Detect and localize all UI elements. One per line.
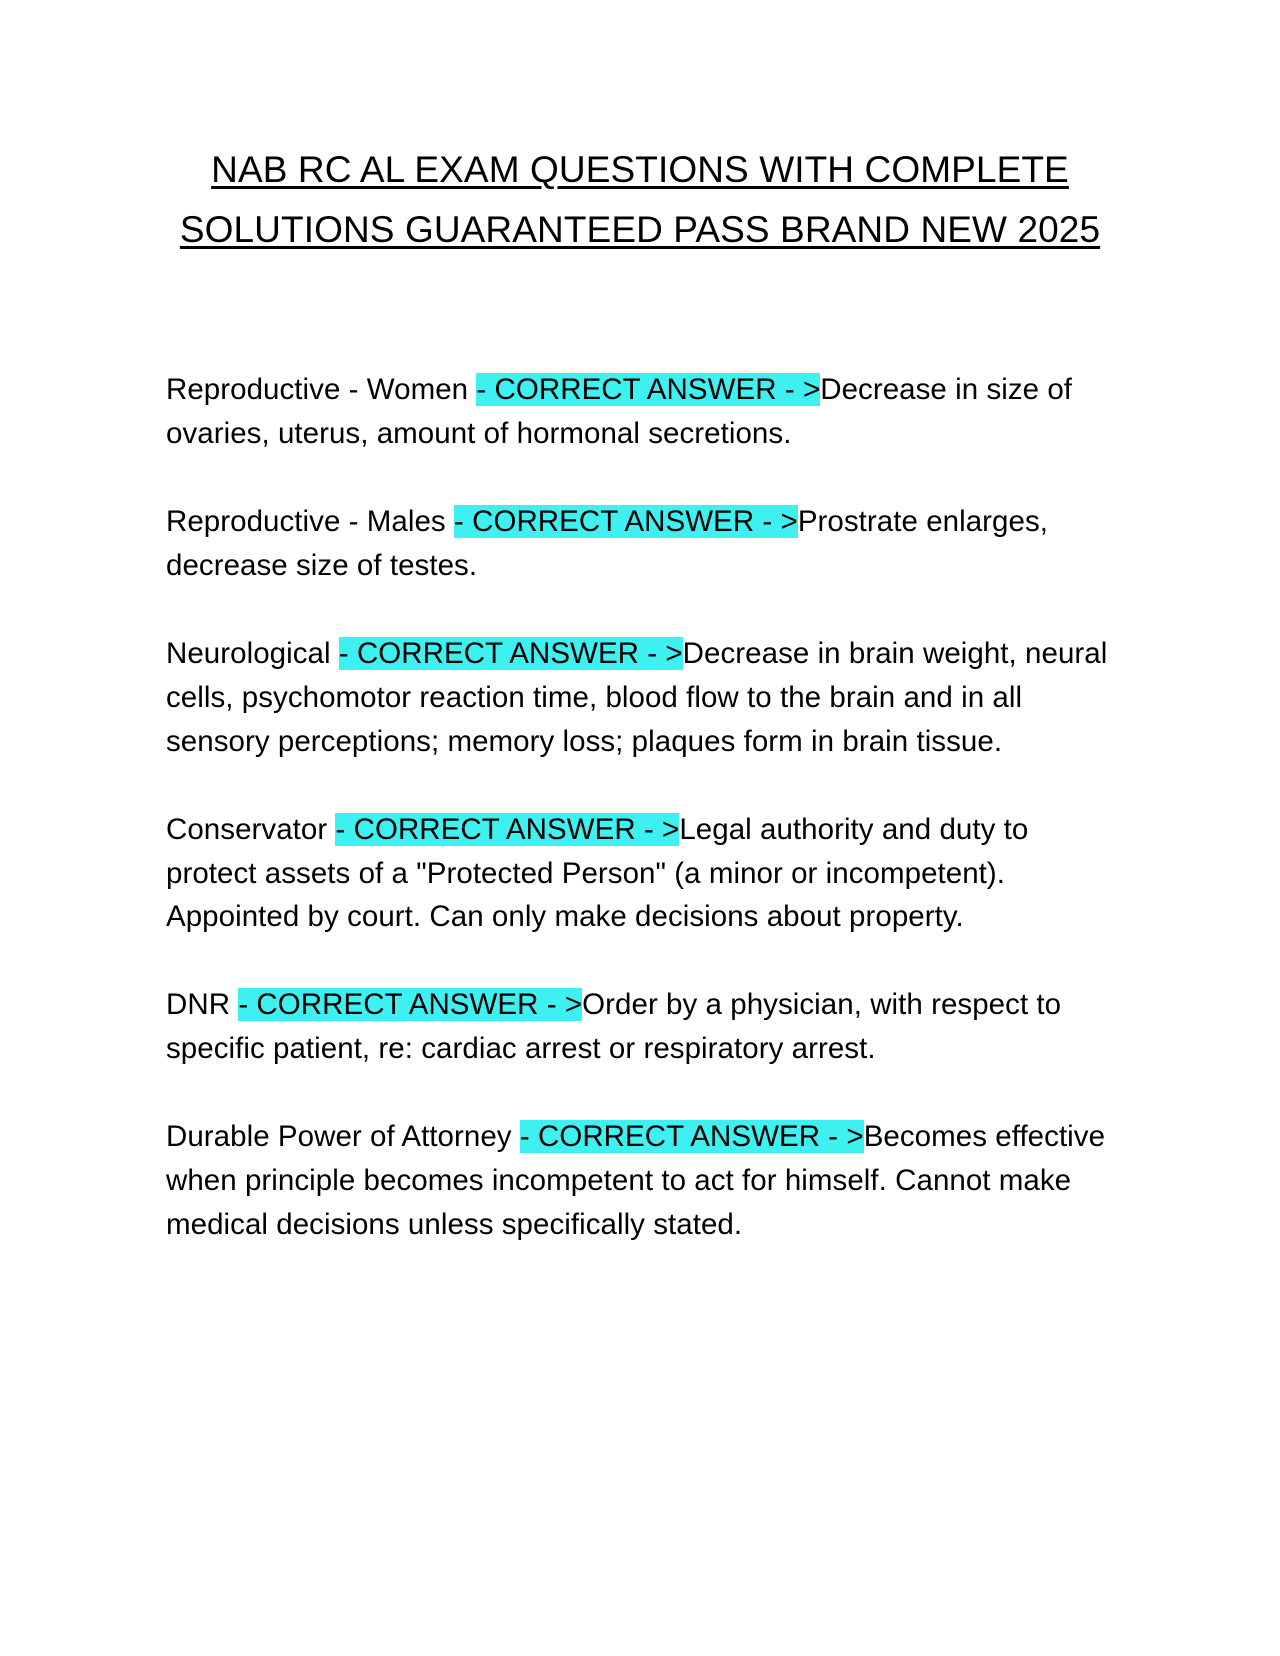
page-title — [0, 0, 1280, 260]
qa-term: Reproductive - Males — [166, 504, 454, 538]
qa-term: Reproductive - Women — [166, 372, 477, 406]
qa-item — [166, 368, 1114, 456]
qa-answer: Becomes effective when principle becomes incompetent to act for himself. Cannot make medical decisions unless specifically stated. — [166, 1120, 1106, 1242]
qa-answer: Decrease in brain weight, neural cells, psychomotor reaction time, blood flow to the brain and in all sensory perceptions; memory loss; plaques form in brain tissue. — [166, 636, 1108, 758]
qa-answer-marker: - CORRECT ANSWER - > — [476, 372, 821, 406]
qa-term: Neurological — [166, 636, 339, 670]
qa-answer: Order by a physician, with respect to specific patient, re: cardiac arrest or respiratory arrest. — [166, 988, 1062, 1066]
qa-list — [166, 260, 1114, 1247]
qa-term: Conservator — [166, 812, 336, 846]
qa-answer-marker: - CORRECT ANSWER - > — [519, 1120, 864, 1154]
qa-item — [166, 808, 1114, 940]
page-title-line-1: NAB RC AL EXAM QUESTIONS WITH COMPLETE — [211, 149, 1069, 190]
qa-answer-marker: - CORRECT ANSWER - > — [338, 636, 683, 670]
page-title-line-2: SOLUTIONS GUARANTEED PASS BRAND NEW 2025 — [179, 208, 1101, 250]
qa-answer-marker: - CORRECT ANSWER - > — [453, 504, 798, 538]
qa-answer: Legal authority and duty to protect assets of a "Protected Person" (a minor or incompetent). Appointed by court. Can only make decisions about property. — [166, 812, 1029, 934]
qa-item — [166, 632, 1114, 764]
qa-item — [166, 500, 1114, 588]
qa-item — [166, 1115, 1114, 1247]
qa-term: DNR — [166, 988, 239, 1022]
qa-answer: Prostrate enlarges, decrease size of testes. — [166, 504, 1049, 582]
qa-answer: Decrease in size of ovaries, uterus, amount of hormonal secretions. — [166, 372, 1073, 450]
qa-answer-marker: - CORRECT ANSWER - > — [238, 988, 583, 1022]
qa-term: Durable Power of Attorney — [166, 1120, 520, 1154]
qa-answer-marker: - CORRECT ANSWER - > — [335, 812, 680, 846]
qa-item — [166, 983, 1114, 1071]
